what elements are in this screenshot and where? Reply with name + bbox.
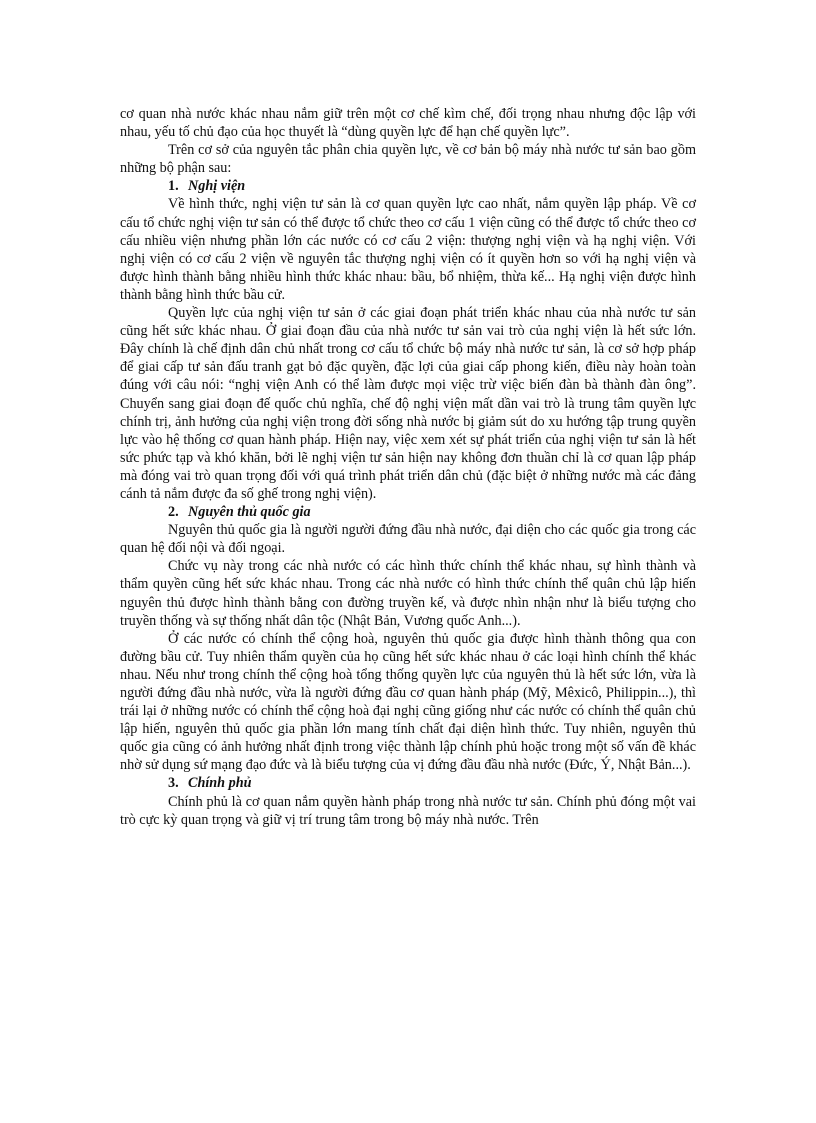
document-page	[120, 105, 696, 829]
body-paragraph: Chính phủ là cơ quan nắm quyền hành pháp trong nhà nước tư sản. Chính phủ đóng một vai trò cực kỳ quan trọng và giữ vị trí trung tâm trong bộ máy nhà nước. Trên	[120, 793, 696, 828]
section-heading-nghi-vien	[120, 177, 696, 195]
body-paragraph: Nguyên thủ quốc gia là người người đứng đầu nhà nước, đại diện cho các quốc gia trong các quan hệ đối nội và đối ngoại.	[120, 522, 696, 557]
section-number: 2.	[168, 504, 179, 521]
body-paragraph: Quyền lực của nghị viện tư sản ở các giai đoạn phát triển khác nhau của nhà nước tư sản cũng hết sức khác nhau. Ở giai đoạn đầu của nhà nước tư sản vai trò của nghị viện là hết sức lớn. Đây chính là chế định dân chủ nhất trong cơ cấu tổ chức bộ máy nhà nước tư sản, là cơ sở hợp pháp để giai cấp tư sản đấu tranh gạt bỏ đặc quyền, đặc lợi của giai cấp phong kiến, điều này hoàn toàn đúng với câu nói: “nghị viện Anh có thể làm được mọi việc trừ việc biến đàn bà thành đàn ông”. Chuyển sang giai đoạn đế quốc chủ nghĩa, chế độ nghị viện mất dần vai trò là trung tâm quyền lực chính trị, ảnh hưởng của nghị viện trong đời sống nhà nước bị giảm sút do xu hướng tập trung quyền lực vào hệ thống cơ quan hành pháp. Hiện nay, việc xem xét sự phát triển của nghị viện tư sản là hết sức phức tạp và khó khăn, bởi lẽ nghị viện tư sản hiện nay không đơn thuần chỉ là cơ quan lập pháp mà đóng vai trò quan trọng đối với quá trình phát triển dân chủ (đặc biệt ở những nước mà các đảng cánh tả nắm được đa số ghế trong nghị viện).	[120, 305, 696, 502]
section-number: 3.	[168, 775, 179, 792]
body-paragraph: Chức vụ này trong các nhà nước có các hình thức chính thể khác nhau, sự hình thành và thẩm quyền cũng hết sức khác nhau. Trong các nhà nước có hình thức chính thể quân chủ lập hiến nguyên thủ được hình thành bằng con đường truyền kế, và được nhìn nhận như là biểu tượng cho truyền thống và sự thống nhất dân tộc (Nhật Bản, Vương quốc Anh...).	[120, 558, 696, 629]
section-title: Nghị viện	[188, 178, 246, 195]
body-paragraph: Về hình thức, nghị viện tư sản là cơ quan quyền lực cao nhất, nắm quyền lập pháp. Về cơ cấu tổ chức nghị viện tư sản có thể được tổ chức theo cơ cấu 1 viện cũng có thể được tổ chức theo cơ cấu nhiều viện nhưng phần lớn các nước có cơ cấu 2 viện: thượng nghị viện và hạ nghị viện. Với nghị viện có cơ cấu 2 viện về nguyên tắc thượng nghị viện có ít quyền hơn so với hạ nghị viện và được hình thành bằng nhiều hình thức khác nhau: bầu, bổ nhiệm, thừa kế... Hạ nghị viện được hình thành bằng hình thức bầu cử.	[120, 196, 696, 303]
section-heading-chinh-phu	[120, 774, 696, 792]
section-title: Nguyên thủ quốc gia	[188, 504, 311, 521]
body-paragraph: Ở các nước có chính thể cộng hoà, nguyên thủ quốc gia được hình thành thông qua con đường bầu cử. Tuy nhiên thẩm quyền của họ cũng hết sức khác nhau ở các loại hình chính thể khác nhau. Nếu như trong chính thể cộng hoà tổng thống quyền lực của nguyên thủ là hết sức lớn, vừa là người đứng đầu nhà nước, vừa là người đứng đầu cơ quan hành pháp (Mỹ, Mêxicô, Philippin...), thì trái lại ở những nước có chính thể cộng hoà đại nghị cũng giống như các nước có chính thể quân chủ lập hiến, nguyên thủ quốc gia phần lớn mang tính chất đại diện hình thức. Tuy nhiên, nguyên thủ quốc gia cũng có ảnh hưởng nhất định trong việc thành lập chính phủ hoặc trong một số vấn đề khác nhờ sử dụng sứ mạng đạo đức và là biểu tượng của vị đứng đầu đầu nhà nước (Đức, Ý, Nhật Bản...).	[120, 630, 696, 774]
section-heading-nguyen-thu	[120, 503, 696, 521]
intro-paragraph-2: Trên cơ sở của nguyên tắc phân chia quyền lực, về cơ bản bộ máy nhà nước tư sản bao gồm những bộ phận sau:	[120, 142, 696, 177]
section-title: Chính phủ	[188, 775, 252, 792]
intro-paragraph-1: cơ quan nhà nước khác nhau nắm giữ trên một cơ chế kìm chế, đối trọng nhau nhưng độc lập với nhau, yếu tố chủ đạo của học thuyết là “dùng quyền lực để hạn chế quyền lực”.	[120, 106, 696, 141]
section-number: 1.	[168, 178, 179, 195]
